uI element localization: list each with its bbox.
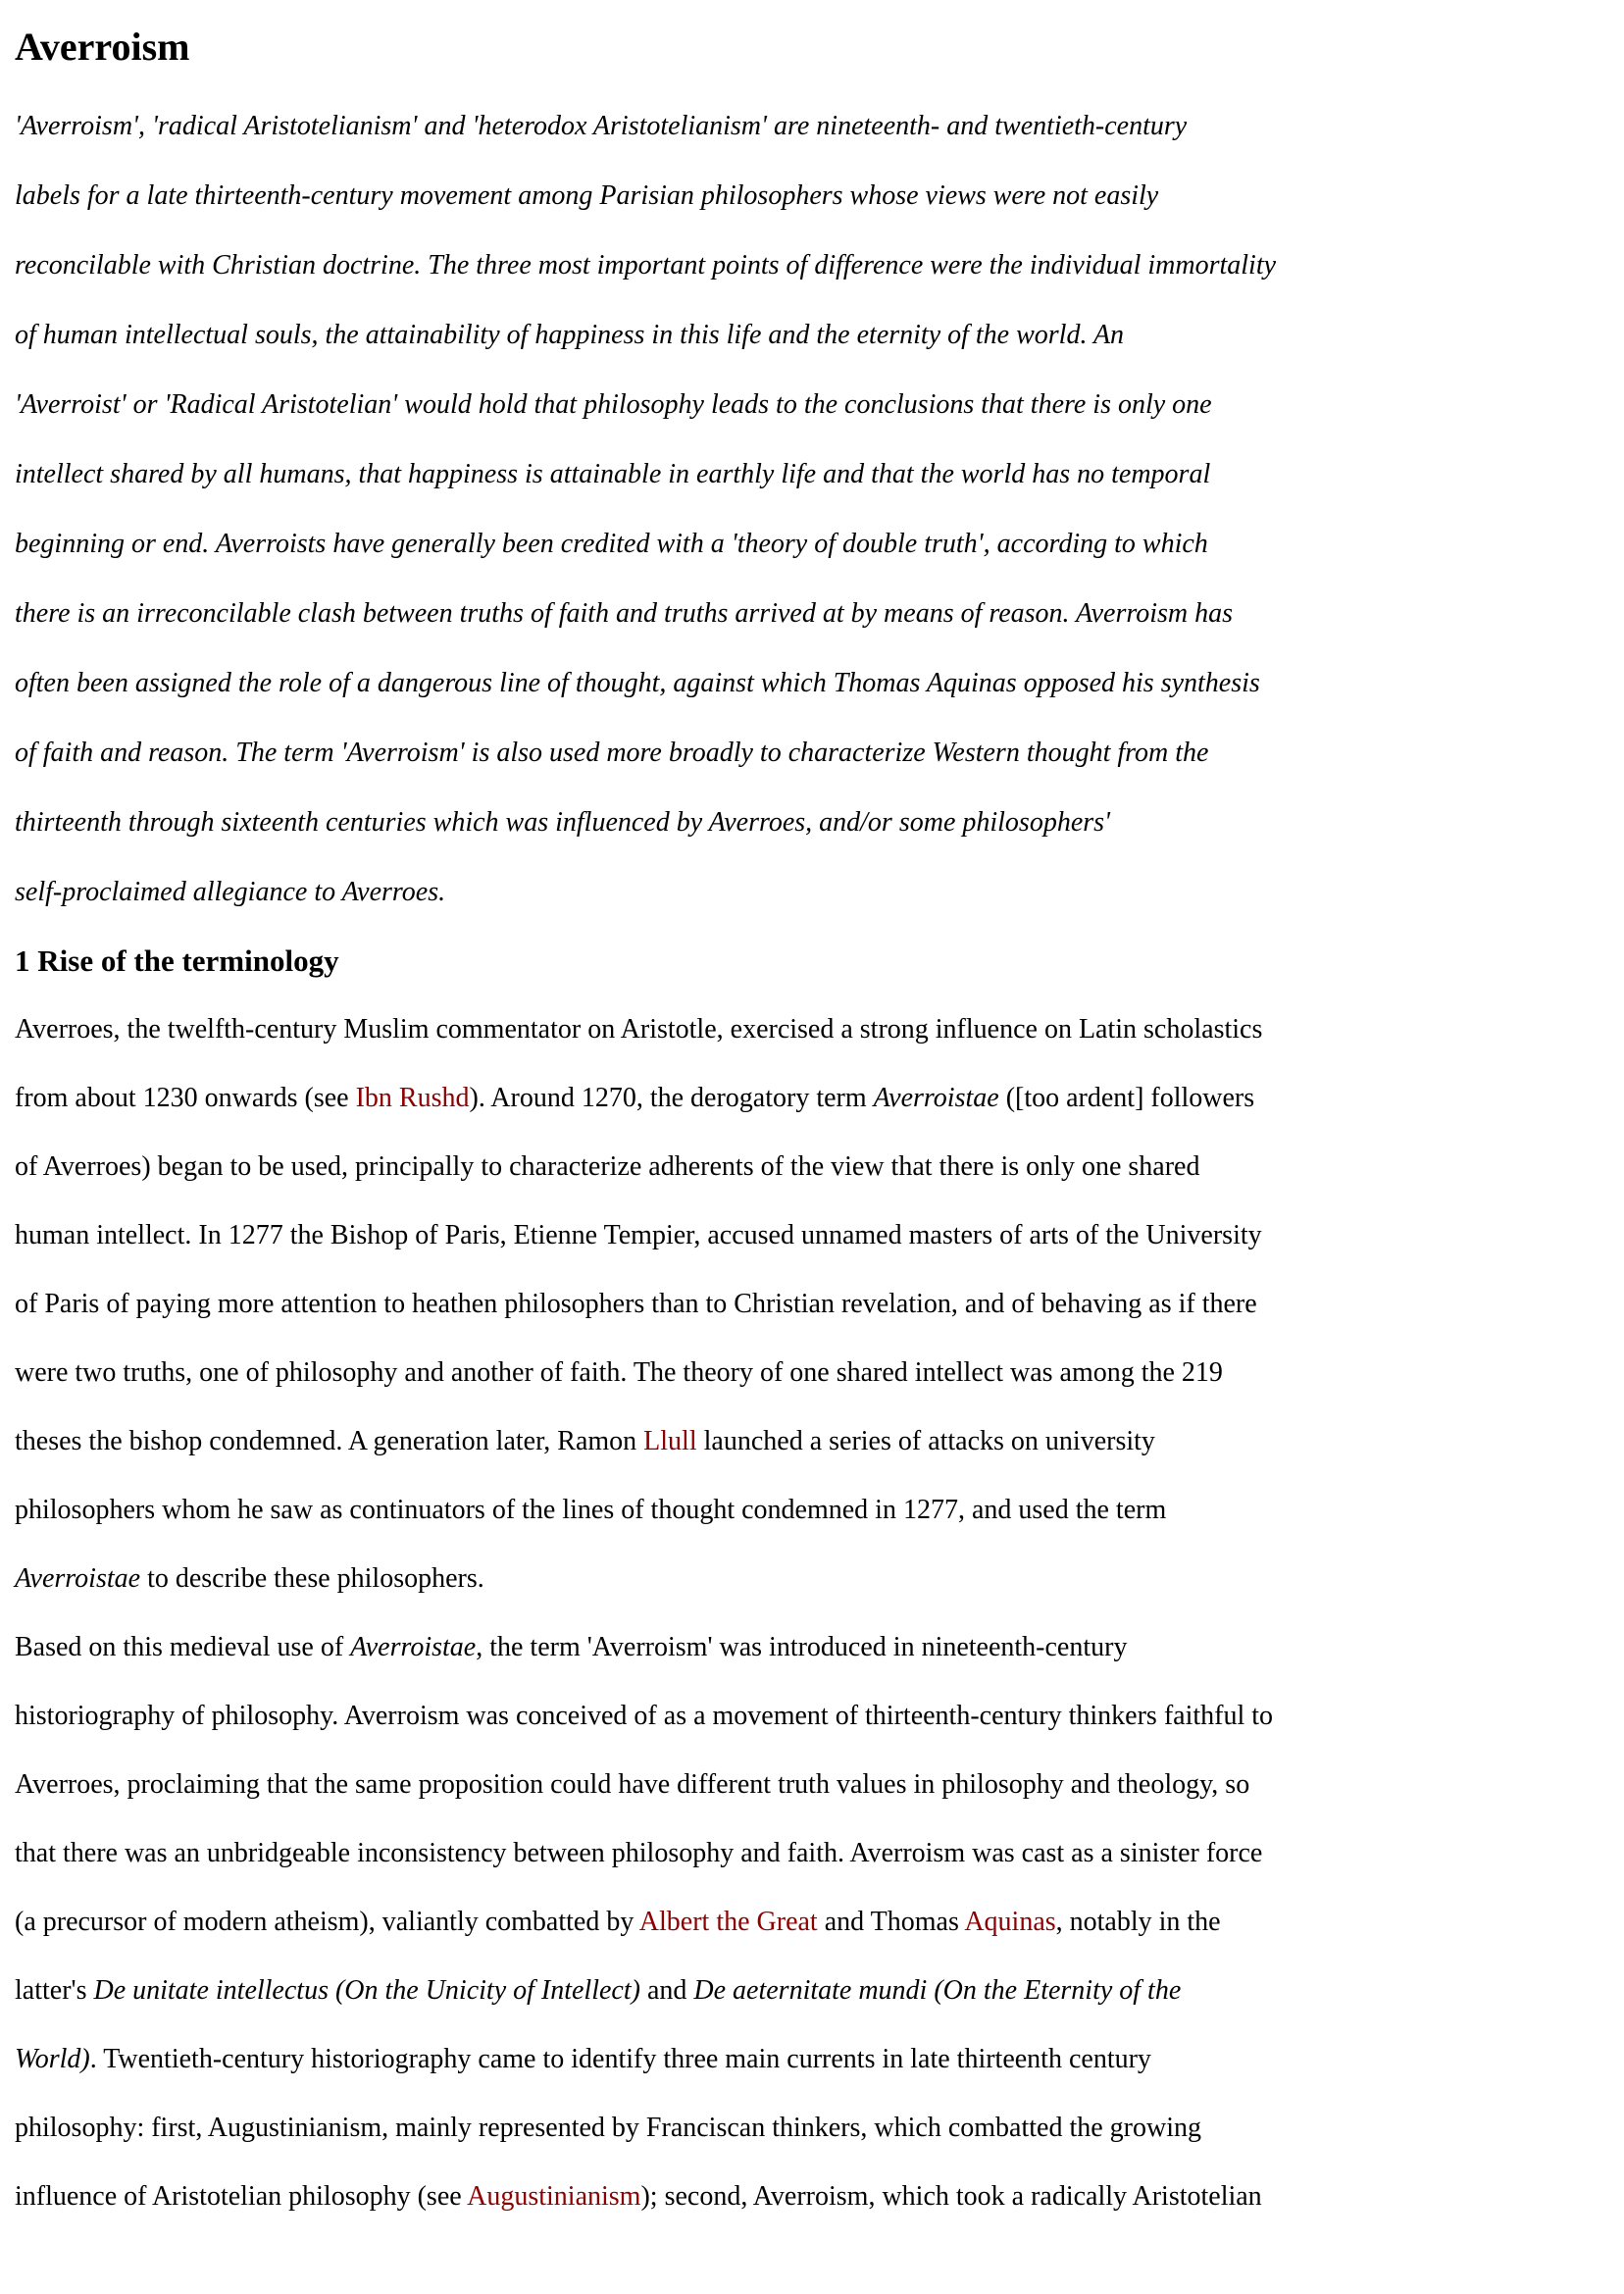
text-span: intellect shared by all humans, that happiness is attainable in earthly life and that the world has no temporal	[15, 459, 1211, 489]
text-span: latter's	[15, 1975, 94, 2006]
text-line	[15, 161, 1604, 230]
text-span: influence of Aristotelian philosophy (see	[15, 2181, 468, 2212]
text-line	[15, 91, 1604, 161]
text-line	[15, 1957, 1604, 2025]
text-line	[15, 230, 1604, 300]
text-span: labels for a late thirteenth-century movement among Parisian philosophers whose views were not easily	[15, 180, 1159, 211]
text-span: self-proclaimed allegiance to Averroes.	[15, 877, 446, 907]
text-span: were two truths, one of philosophy and another of faith. The theory of one shared intellect was among the 219	[15, 1357, 1223, 1388]
article-title: Averroism	[15, 25, 190, 69]
text-span: theses the bishop condemned. A generation later, Ramon	[15, 1426, 644, 1456]
link-ibn-rushd[interactable]: Ibn Rushd	[355, 1083, 470, 1113]
text-line	[15, 1201, 1604, 1270]
text-span: historiography of philosophy. Averroism was conceived of as a movement of thirteenth-century thinkers faithful to	[15, 1701, 1274, 1731]
text-line	[15, 300, 1604, 370]
italic-text: Averroistae	[873, 1083, 999, 1113]
text-line	[15, 1064, 1604, 1133]
text-span: . Twentieth-century historiography came to identify three main currents in late thirteenth century	[89, 2044, 1151, 2074]
text-span: to describe these philosophers.	[140, 1563, 484, 1594]
text-span: , notably in the	[1055, 1907, 1221, 1937]
link-albert-the-great[interactable]: Albert the Great	[638, 1907, 818, 1937]
text-span: and	[639, 1975, 694, 2006]
text-line	[15, 1270, 1604, 1339]
text-line	[15, 2025, 1604, 2094]
text-span: from about 1230 onwards (see	[15, 1083, 356, 1113]
text-line	[15, 1545, 1604, 1613]
text-line	[15, 1682, 1604, 1751]
text-line	[15, 370, 1604, 439]
link-aquinas[interactable]: Aquinas	[964, 1907, 1056, 1937]
text-span: philosophy: first, Augustinianism, mainly represented by Franciscan thinkers, which combatted the growing	[15, 2113, 1202, 2143]
text-span: often been assigned the role of a dangerous line of thought, against which Thomas Aquinas opposed his synthesis	[15, 668, 1260, 698]
text-span: Averroes, proclaiming that the same proposition could have different truth values in philosophy and theology, so	[15, 1769, 1250, 1800]
text-line	[15, 1613, 1604, 1682]
italic-text: Averroistae	[350, 1632, 477, 1662]
text-line	[15, 509, 1604, 579]
text-line	[15, 1339, 1604, 1407]
link-llull[interactable]: Llull	[643, 1426, 697, 1456]
text-line	[15, 439, 1604, 509]
text-line	[15, 2163, 1604, 2231]
text-line	[15, 995, 1604, 1064]
text-line	[15, 857, 1604, 927]
text-line	[15, 718, 1604, 788]
text-line	[15, 1407, 1604, 1476]
text-span: (a precursor of modern atheism), valiantly combatted by	[15, 1907, 639, 1937]
text-line	[15, 1888, 1604, 1957]
text-span: 'Averroism', 'radical Aristotelianism' and 'heterodox Aristotelianism' are nineteenth- and twentieth-century	[15, 111, 1188, 141]
text-span: , the term 'Averroism' was introduced in nineteenth-century	[476, 1632, 1128, 1662]
text-span: human intellect. In 1277 the Bishop of Paris, Etienne Tempier, accused unnamed masters of arts of the University	[15, 1220, 1262, 1250]
intro-paragraph	[15, 91, 1604, 927]
italic-text: World)	[15, 2044, 90, 2074]
text-span: ([too ardent] followers	[998, 1083, 1255, 1113]
text-span: thirteenth through sixteenth centuries which was influenced by Averroes, and/or some philosophers'	[15, 807, 1111, 838]
section-heading: 1 Rise of the terminology	[15, 943, 339, 978]
text-line	[15, 1819, 1604, 1888]
text-line	[15, 648, 1604, 718]
paragraph-1	[15, 995, 1604, 1613]
text-span: of Averroes) began to be used, principally to characterize adherents of the view that there is only one shared	[15, 1151, 1200, 1182]
italic-text: De aeternitate mundi (On the Eternity of the	[693, 1975, 1182, 2006]
text-span: ). Around 1270, the derogatory term	[469, 1083, 874, 1113]
text-span: of human intellectual souls, the attainability of happiness in this life and the eternity of the world. An	[15, 320, 1125, 350]
text-span: and Thomas	[817, 1907, 965, 1937]
text-span: philosophers whom he saw as continuators of the lines of thought condemned in 1277, and used the term	[15, 1495, 1167, 1525]
text-line	[15, 1751, 1604, 1819]
text-span: ); second, Averroism, which took a radically Aristotelian	[640, 2181, 1262, 2212]
paragraph-2	[15, 1613, 1604, 2231]
text-line	[15, 788, 1604, 857]
text-span: Averroes, the twelfth-century Muslim commentator on Aristotle, exercised a strong influence on Latin scholastics	[15, 1014, 1263, 1045]
text-span: Based on this medieval use of	[15, 1632, 351, 1662]
text-line	[15, 2094, 1604, 2163]
text-line	[15, 579, 1604, 648]
text-span: there is an irreconcilable clash between truths of faith and truths arrived at by means of reason. Averroism has	[15, 598, 1234, 629]
text-span: that there was an unbridgeable inconsistency between philosophy and faith. Averroism was cast as a sinister force	[15, 1838, 1263, 1868]
text-span: launched a series of attacks on university	[696, 1426, 1155, 1456]
italic-text: Averroistae	[15, 1563, 141, 1594]
italic-text: De unitate intellectus (On the Unicity of Intellect)	[93, 1975, 640, 2006]
text-span: beginning or end. Averroists have generally been credited with a 'theory of double truth', according to which	[15, 529, 1208, 559]
text-span: of Paris of paying more attention to heathen philosophers than to Christian revelation, and of behaving as if there	[15, 1289, 1257, 1319]
text-span: 'Averroist' or 'Radical Aristotelian' would hold that philosophy leads to the conclusions that there is only one	[15, 389, 1212, 420]
text-line	[15, 1476, 1604, 1545]
link-augustinianism[interactable]: Augustinianism	[467, 2181, 641, 2212]
text-line	[15, 1133, 1604, 1201]
text-span: of faith and reason. The term 'Averroism' is also used more broadly to characterize Western thought from the	[15, 738, 1209, 768]
text-span: reconcilable with Christian doctrine. The three most important points of difference were the individual immortality	[15, 250, 1277, 280]
